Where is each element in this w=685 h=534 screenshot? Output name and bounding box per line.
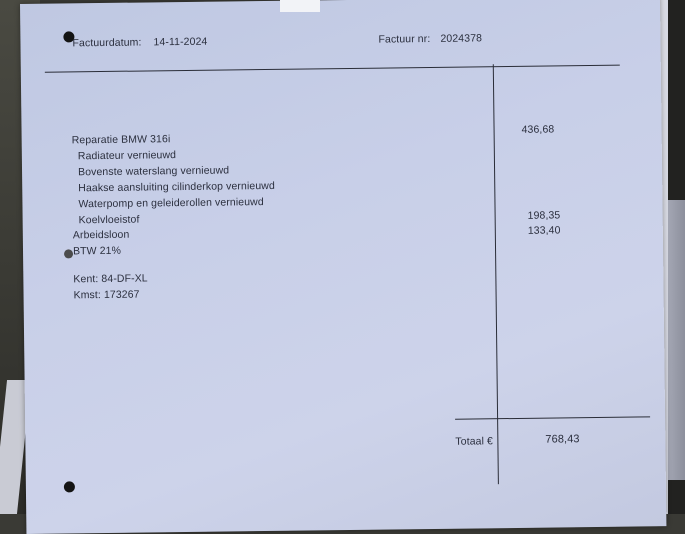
line-item-repair: Reparatie BMW 316i: [71, 133, 171, 147]
invoice-number-value: 2024378: [440, 32, 483, 45]
punch-hole-middle: [64, 249, 73, 258]
background-paper-top: [280, 0, 320, 12]
invoice-sheet: [20, 0, 666, 534]
total-value: 768,43: [545, 433, 580, 446]
vehicle-plate: Kent: 84-DF-XL: [73, 272, 148, 286]
line-item-radiator: Radiateur vernieuwd: [77, 149, 177, 163]
total-label: Totaal €: [455, 435, 494, 448]
invoice-date-label: Factuurdatum:: [72, 36, 142, 50]
total-rule: [455, 416, 650, 420]
line-item-vat: BTW 21%: [72, 244, 122, 258]
amount-vat: 133,40: [527, 224, 561, 237]
line-item-labour: Arbeidsloon: [72, 228, 130, 242]
line-item-waterpump: Waterpomp en geleiderollen vernieuwd: [78, 196, 264, 211]
invoice-date-value: 14-11-2024: [153, 35, 208, 49]
amount-repair: 436,68: [521, 123, 555, 136]
header-rule: [45, 65, 620, 73]
vehicle-mileage: Kmst: 173267: [73, 288, 140, 302]
amount-column-rule: [493, 64, 499, 484]
punch-hole-bottom: [64, 481, 75, 492]
amount-labour: 198,35: [527, 209, 561, 222]
line-item-connection: Haakse aansluiting cilinderkop vernieuwd: [78, 179, 275, 195]
invoice-number-label: Factuur nr:: [378, 32, 431, 46]
line-item-coolant: Koelvloeistof: [78, 213, 140, 227]
background-paper-stack: [665, 200, 685, 480]
line-item-hose: Bovenste waterslang vernieuwd: [77, 164, 230, 179]
